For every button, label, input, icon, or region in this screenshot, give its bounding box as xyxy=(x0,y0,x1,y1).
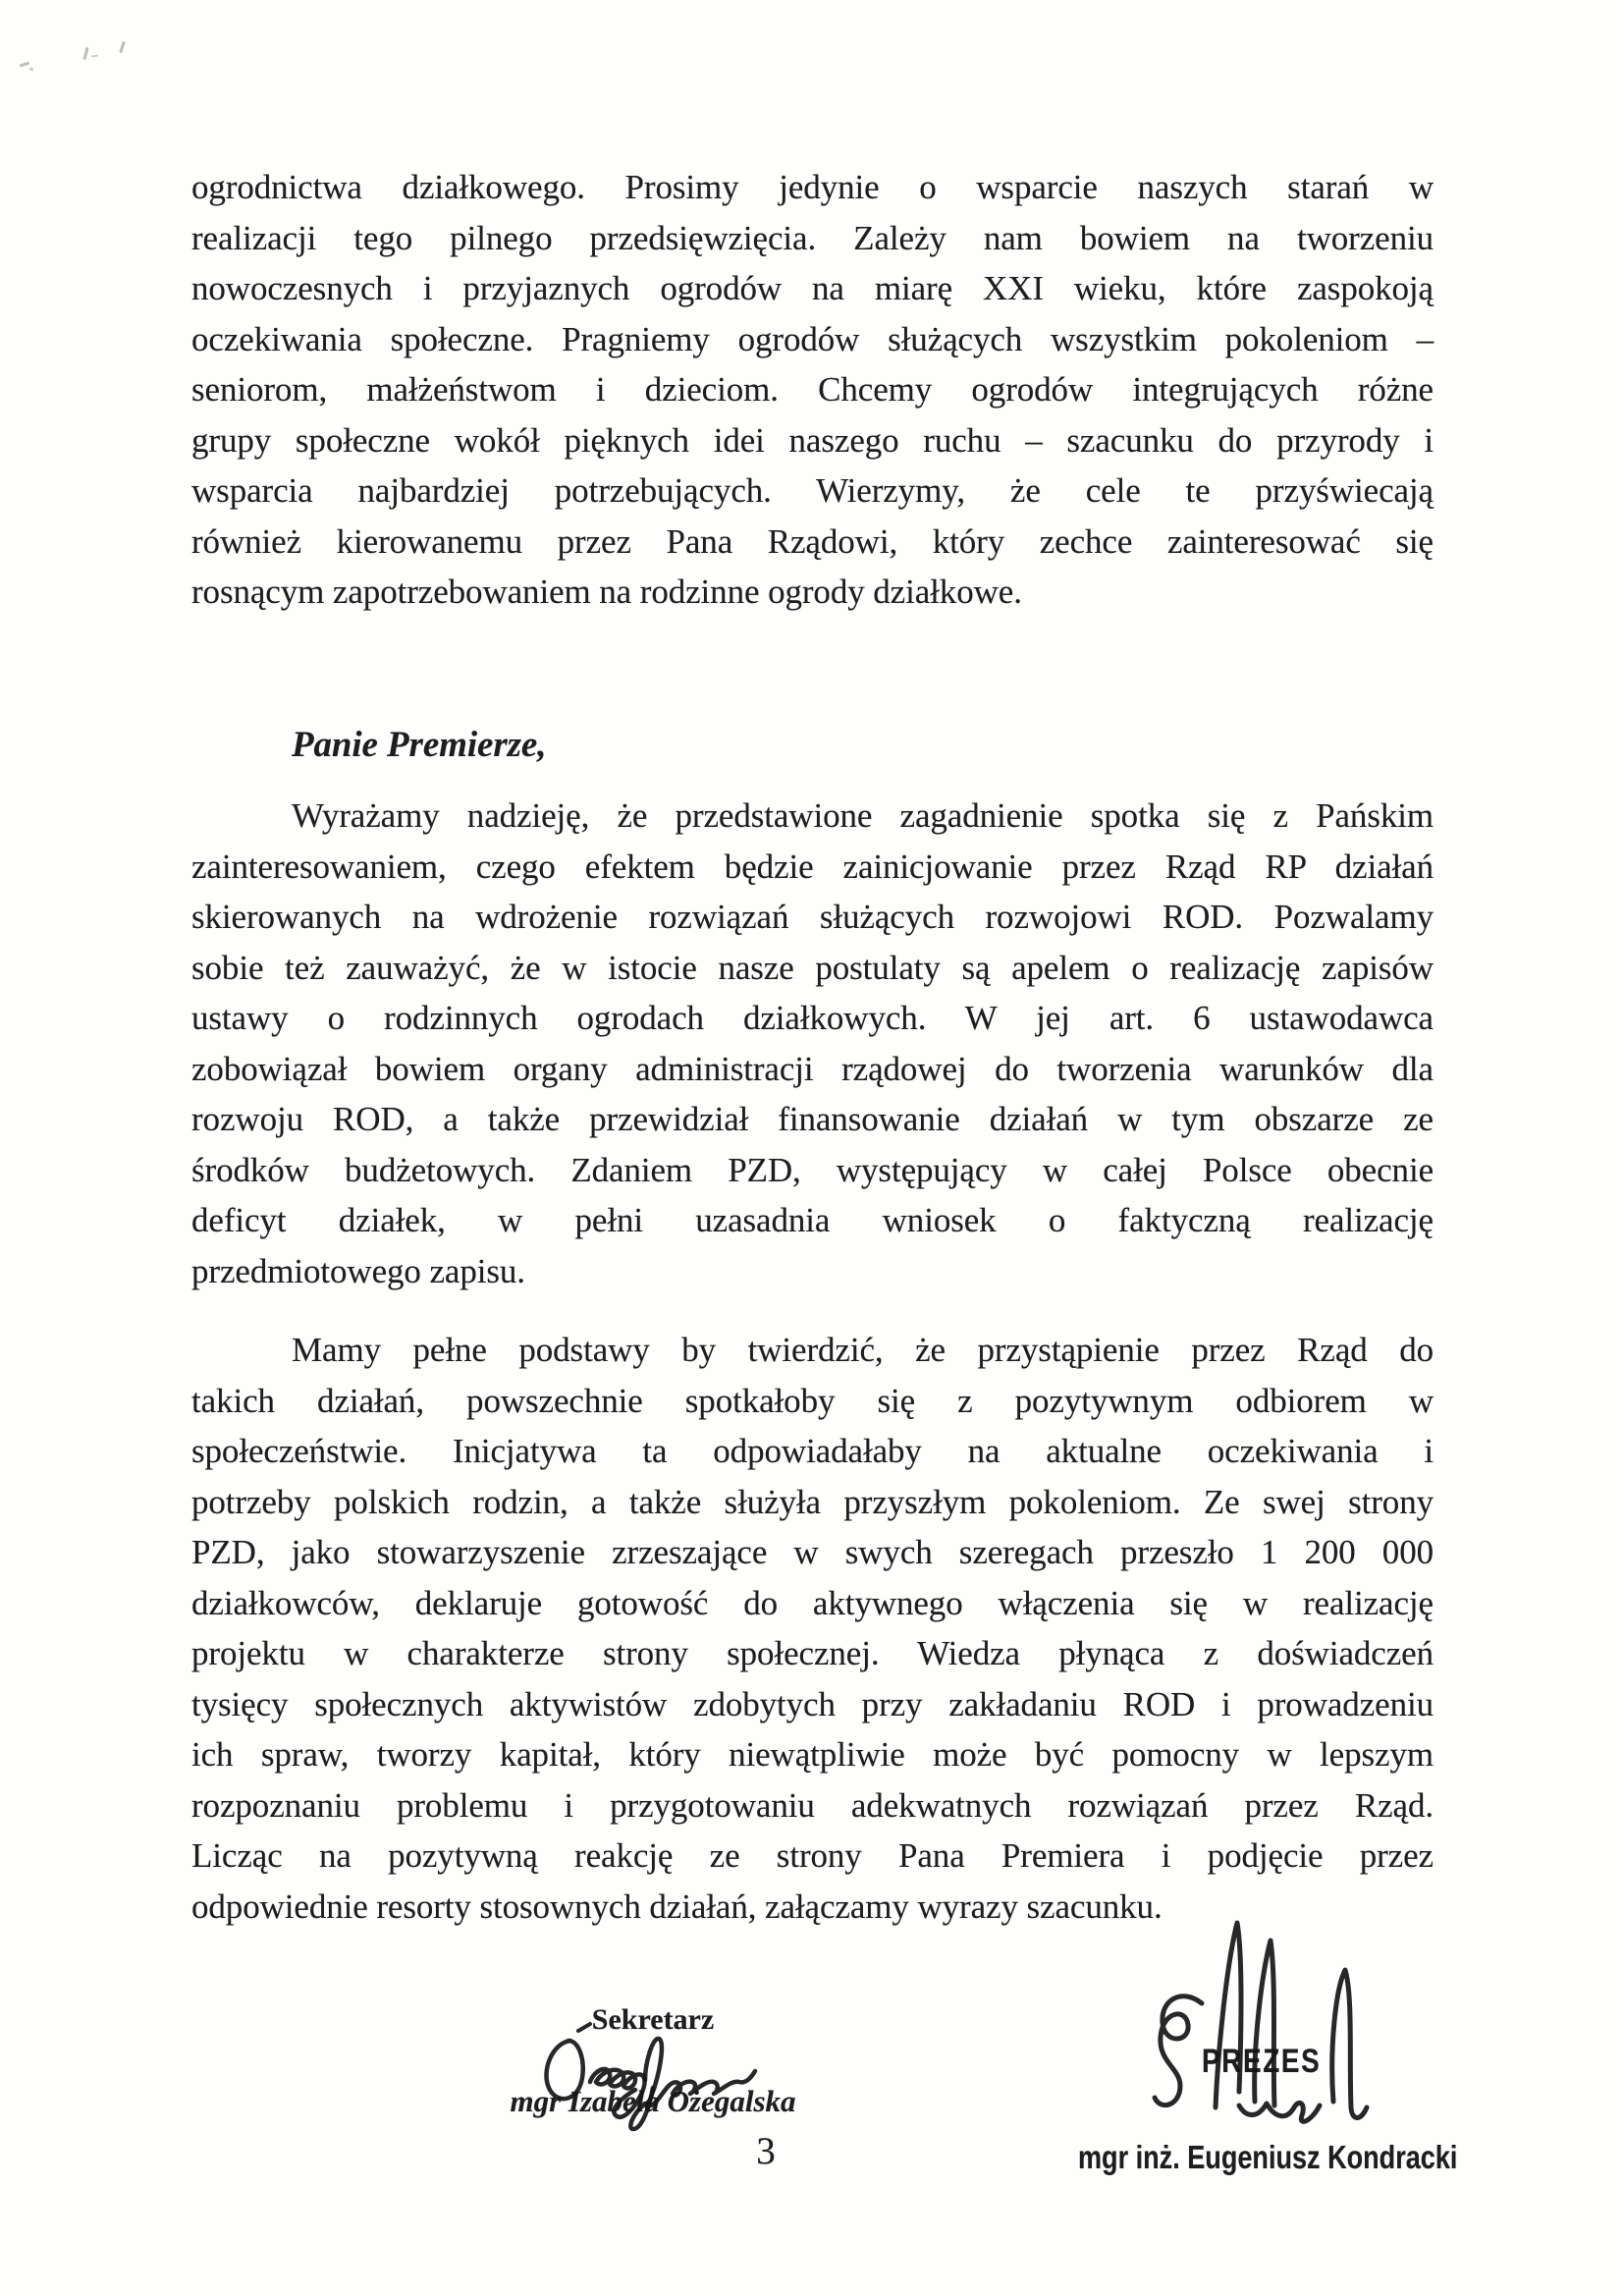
text-line: sobie też zauważyć, że w istocie nasze postulaty są apelem o realizację zapisów xyxy=(191,948,1434,987)
text-line: oczekiwania społeczne. Pragniemy ogrodów służących wszystkim pokoleniom – xyxy=(191,319,1434,358)
president-name: mgr inż. Eugeniusz Kondracki xyxy=(1078,2139,1458,2175)
salutation-heading: Panie Premierze, xyxy=(292,725,547,765)
text-line: społeczeństwie. Inicjatywa ta odpowiadałaby na aktualne oczekiwania i xyxy=(191,1432,1434,1470)
page-number: 3 xyxy=(756,2130,776,2172)
text-line: ogrodnictwa działkowego. Prosimy jedynie o wsparcie naszych starań w xyxy=(191,168,1434,206)
president-title: PREZES xyxy=(1202,2043,1322,2080)
secretary-name: mgr Izabela Ożegalska xyxy=(510,2084,796,2118)
text-line: ich spraw, tworzy kapitał, który niewątpliwie może być pomocny w lepszym xyxy=(191,1735,1434,1774)
scan-speck-icon xyxy=(82,47,88,60)
text-line: rozpoznaniu problemu i przygotowaniu adekwatnych rozwiązań przez Rząd. xyxy=(191,1785,1434,1825)
text-line: PZD, jako stowarzyszenie zrzeszające w swych szeregach przeszło 1 200 000 xyxy=(191,1533,1434,1571)
text-line: przedmiotowego zapisu. xyxy=(191,1251,525,1290)
scan-speck-icon xyxy=(91,55,98,58)
text-line: zobowiązał bowiem organy administracji rządowej do tworzenia warunków dla xyxy=(191,1049,1434,1088)
body-paragraph-2 xyxy=(191,791,1434,1296)
text-line: wsparcia najbardziej potrzebujących. Wierzymy, że cele te przyświecają xyxy=(191,471,1434,510)
text-line: potrzeby polskich rodzin, a także służyła przyszłym pokoleniom. Ze swej strony xyxy=(191,1482,1434,1521)
secretary-title: Sekretarz xyxy=(591,2003,715,2036)
text-line: Wyrażamy nadzieję, że przedstawione zagadnienie spotka się z Pańskim xyxy=(292,796,1434,835)
scan-speck-icon xyxy=(20,62,29,68)
text-line: rosnącym zapotrzebowaniem na rodzinne ogrody działkowe. xyxy=(191,573,1022,611)
text-line: seniorom, małżeństwom i dzieciom. Chcemy ogrodów integrujących różne xyxy=(191,370,1434,409)
text-line: Licząc na pozytywną reakcję ze strony Pana Premiera i podjęcie przez xyxy=(191,1836,1434,1875)
text-line: środków budżetowych. Zdaniem PZD, występujący w całej Polsce obecnie xyxy=(191,1150,1434,1189)
text-line: takich działań, powszechnie spotkałoby się z pozytywnym odbiorem w xyxy=(191,1381,1434,1420)
text-line: również kierowanemu przez Pana Rządowi, który zechce zainteresować się xyxy=(191,521,1434,561)
text-line: grupy społeczne wokół pięknych idei naszego ruchu – szacunku do przyrody i xyxy=(191,420,1434,460)
text-line: skierowanych na wdrożenie rozwiązań służących rozwojowi ROD. Pozwalamy xyxy=(191,898,1434,936)
text-line: projektu w charakterze strony społecznej. Wiedza płynąca z doświadczeń xyxy=(191,1634,1434,1672)
secretary-signature-icon xyxy=(535,2019,761,2135)
body-paragraph-1 xyxy=(191,162,1434,618)
president-signature-icon xyxy=(1141,1913,1380,2153)
scan-speck-icon xyxy=(119,41,126,53)
text-line: odpowiednie resorty stosownych działań, załączamy wyrazy szacunku. xyxy=(191,1886,1163,1926)
text-line: ustawy o rodzinnych ogrodach działkowych. W jej art. 6 ustawodawca xyxy=(191,999,1434,1037)
text-line: tysięcy społecznych aktywistów zdobytych przy zakładaniu ROD i prowadzeniu xyxy=(191,1684,1434,1723)
scan-speck-icon xyxy=(29,67,34,72)
text-line: nowoczesnych i przyjaznych ogrodów na miarę XXI wieku, które zaspokoją xyxy=(191,269,1434,307)
text-line: realizacji tego pilnego przedsięwzięcia. Zależy nam bowiem na tworzeniu xyxy=(191,218,1434,257)
text-line: deficyt działek, w pełni uzasadnia wniosek o faktyczną realizację xyxy=(191,1201,1434,1239)
text-line: rozwoju ROD, a także przewidział finansowanie działań w tym obszarze ze xyxy=(191,1100,1434,1138)
text-line: zainteresowaniem, czego efektem będzie zainicjowanie przez Rząd RP działań xyxy=(191,847,1434,886)
text-line: działkowców, deklaruje gotowość do aktywnego włączenia się w realizację xyxy=(191,1583,1434,1622)
body-paragraph-3 xyxy=(191,1325,1434,1932)
text-line: Mamy pełne podstawy by twierdzić, że przystąpienie przez Rząd do xyxy=(292,1331,1434,1369)
